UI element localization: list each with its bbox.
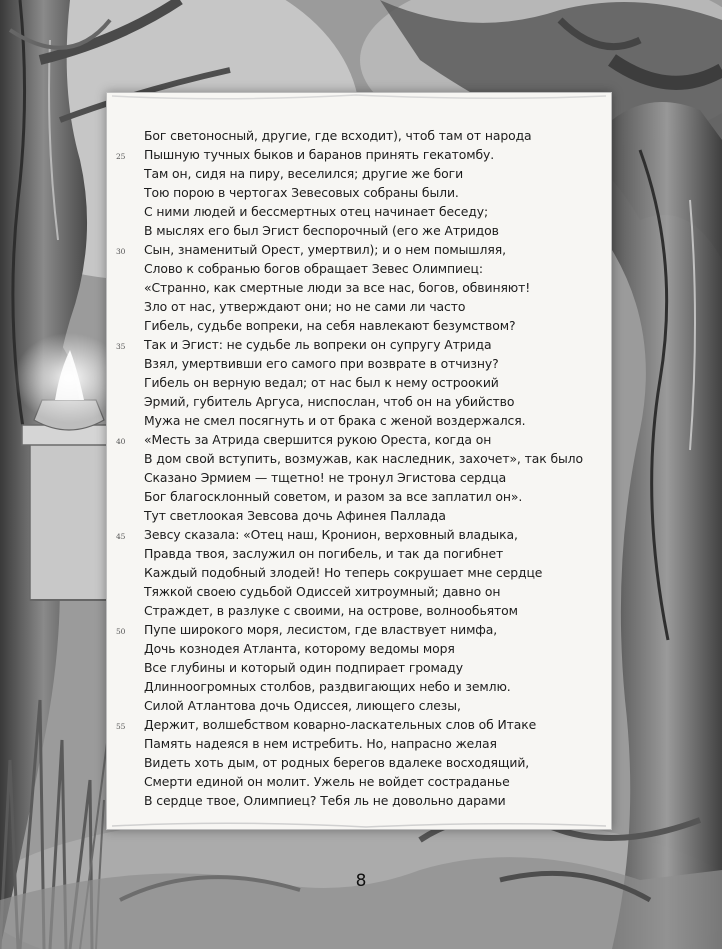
verse-line-text: Силой Атлантова дочь Одиссея, лиющего слезы, — [144, 698, 461, 713]
verse-line — [144, 202, 488, 221]
verse-line — [144, 772, 510, 791]
verse-line-text: Длинноогромных столбов, раздвигающих небо и землю. — [144, 679, 511, 694]
verse-line — [144, 696, 461, 715]
verse-line — [116, 145, 495, 164]
verse-line — [144, 354, 499, 373]
verse-line — [144, 183, 459, 202]
verse-line-text: Дочь кознодея Атланта, которому ведомы моря — [144, 641, 455, 656]
verse-line-text: Взял, умертвивши его самого при возврате в отчизну? — [144, 356, 499, 371]
verse-line-text: В мыслях его был Эгист беспорочный (его же Атридов — [144, 223, 499, 238]
verse-line-text: Зевсу сказала: «Отец наш, Кронион, верховный владыка, — [144, 527, 518, 542]
verse-line — [144, 392, 514, 411]
verse-line-text: Сказано Эрмием — тщетно! не тронул Эгистова сердца — [144, 470, 507, 485]
verse-line-text: Тою порою в чертогах Зевесовых собраны были. — [144, 185, 459, 200]
verse-line — [144, 582, 500, 601]
verse-line — [144, 373, 499, 392]
verse-line-text: Мужа не смел посягнуть и от брака с женой воздержался. — [144, 413, 526, 428]
verse-line — [144, 487, 522, 506]
verse-line-text: В сердце твое, Олимпиец? Тебя ль не довольно дарами — [144, 793, 506, 808]
verse-line — [116, 430, 492, 449]
verse-line — [144, 449, 583, 468]
parchment-text-panel — [106, 92, 612, 830]
verse-line-text: Бог светоносный, другие, где всходит), чтоб там от народа — [144, 128, 532, 143]
verse-line — [144, 297, 465, 316]
verse-line-text: Держит, волшебством коварно-ласкательных слов об Итаке — [144, 717, 537, 732]
verse-line-text: Гибель, судьбе вопреки, на себя навлекают безумством? — [144, 318, 516, 333]
verse-line-text: Все глубины и который один подпирает громаду — [144, 660, 463, 675]
verse-line — [144, 791, 506, 810]
line-number: 45 — [116, 532, 126, 541]
verse-line — [144, 411, 525, 430]
verse-line-text: Гибель он верную ведал; от нас был к нему остроокий — [144, 375, 499, 390]
verse-line-text: Смерти единой он молит. Ужель не войдет состраданье — [144, 774, 510, 789]
verse-line — [144, 563, 542, 582]
verse-line-text: Там он, сидя на пиру, веселился; другие же боги — [144, 166, 464, 181]
verse-line-text: С ними людей и бессмертных отец начинает беседу; — [144, 204, 489, 219]
verse-line-text: Сын, знаменитый Орест, умертвил); и о нем помышляя, — [144, 242, 506, 257]
page-number: 8 — [355, 871, 367, 891]
verse-line — [144, 316, 515, 335]
verse-line-text: Бог благосклонный советом, и разом за все заплатил он». — [144, 489, 523, 504]
verse-line — [144, 164, 463, 183]
verse-line-text: Каждый подобный злодей! Но теперь сокрушает мне сердце — [144, 565, 543, 580]
verse-line — [144, 639, 455, 658]
line-number: 35 — [116, 342, 126, 351]
verse-line — [116, 335, 492, 354]
verse-line — [144, 278, 530, 297]
verse-line — [144, 544, 503, 563]
verse-line-text: «Странно, как смертные люди за все нас, богов, обвиняют! — [144, 280, 531, 295]
verse-line-text: Тут светлоокая Зевсова дочь Афинея Паллада — [144, 508, 446, 523]
verse-line — [116, 525, 518, 544]
verse-line — [116, 240, 506, 259]
verse-line-text: Эрмий, губитель Аргуса, ниспослан, чтоб он на убийство — [144, 394, 515, 409]
verse-line-text: Правда твоя, заслужил он погибель, и так да погибнет — [144, 546, 504, 561]
verse-line-text: Память надеяся в нем истребить. Но, напрасно желая — [144, 736, 497, 751]
verse-line-text: В дом свой вступить, возмужав, как наследник, захочет», так было — [144, 451, 583, 466]
verse-line — [144, 658, 463, 677]
verse-line-text: Слово к собранью богов обращает Зевес Олимпиец: — [144, 261, 483, 276]
line-number: 40 — [116, 437, 126, 446]
verse-line — [144, 259, 483, 278]
verse-line-text: Зло от нас, утверждают они; но не сами ли часто — [144, 299, 466, 314]
verse-line — [144, 677, 511, 696]
verse-line — [144, 221, 499, 240]
verse-line-text: Тяжкой своею судьбой Одиссей хитроумный; давно он — [144, 584, 501, 599]
verse-line-text: Видеть хоть дым, от родных берегов вдалеке восходящий, — [144, 755, 530, 770]
verse-line — [144, 506, 446, 525]
verse-line-text: Пупе широкого моря, лесистом, где властвует нимфа, — [144, 622, 498, 637]
verse-line-text: Так и Эгист: не судьбе ль вопреки он супругу Атрида — [144, 337, 492, 352]
verse-line — [144, 126, 532, 145]
verse-line — [116, 715, 537, 734]
line-number: 30 — [116, 247, 126, 256]
verse-line-text: Страждет, в разлуке с своими, на острове, волнообьятом — [144, 603, 518, 618]
verse-line-text: «Месть за Атрида свершится рукою Ореста, когда он — [144, 432, 492, 447]
line-number: 55 — [116, 722, 126, 731]
line-number: 50 — [116, 627, 126, 636]
verse-line — [144, 753, 529, 772]
verse-line-text: Пышную тучных быков и баранов принять гекатомбу. — [144, 147, 495, 162]
verse-line — [144, 468, 506, 487]
line-number: 25 — [116, 152, 126, 161]
poem-verse — [106, 92, 612, 830]
verse-line — [144, 734, 497, 753]
verse-line — [116, 620, 498, 639]
verse-line — [144, 601, 518, 620]
